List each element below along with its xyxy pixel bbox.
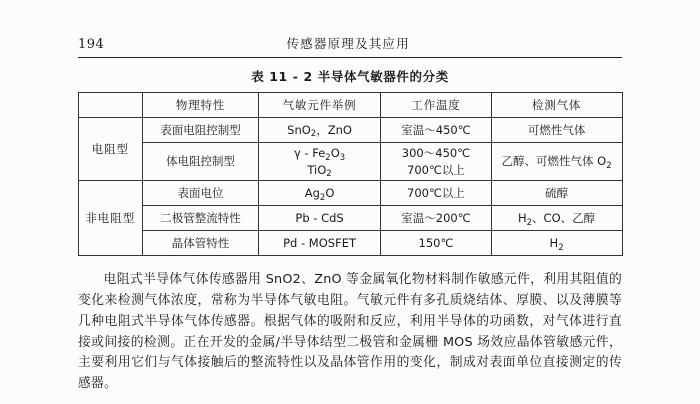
- header-rule: [78, 57, 622, 58]
- row-temperature: 300～450℃ 700℃以上: [381, 143, 491, 181]
- row-example: Pb - CdS: [258, 206, 380, 231]
- table-row: [78, 181, 622, 206]
- page-header: [0, 0, 700, 52]
- row-gas: 乙醇、可燃性气体 $O_2$: [491, 143, 622, 181]
- row-example: $Ag_2O$: [258, 181, 380, 206]
- row-example: Pd - MOSFET: [258, 231, 380, 256]
- running-title: 传感器原理及其应用: [286, 36, 410, 51]
- table-row: [78, 231, 622, 256]
- header-cell-temperature: 工作温度: [381, 93, 491, 118]
- table-header-row: [78, 93, 622, 118]
- row-property: 晶体管特性: [143, 231, 259, 256]
- table-row: [78, 143, 622, 181]
- gas-sensor-classification-table: [78, 92, 623, 256]
- header-cell-type: [78, 93, 143, 118]
- row-property: 表面电阻控制型: [143, 118, 259, 143]
- header-cell-example: 气敏元件举例: [258, 93, 380, 118]
- table-caption: 表 11 - 2 半导体气敏器件的分类: [251, 69, 449, 84]
- table-row: [78, 118, 622, 143]
- row-temperature: 150℃: [381, 231, 491, 256]
- row-temperature: 室温～450℃: [381, 118, 491, 143]
- row-example: γ - $Fe_2O_3$ TiO$_2$: [258, 143, 380, 181]
- row-property: 二极管整流特性: [143, 206, 259, 231]
- header-cell-gas: 检测气体: [491, 93, 622, 118]
- row-property: 表面电位: [143, 181, 259, 206]
- page-number: 194: [78, 37, 105, 52]
- type-label-resistive: 电阻型: [78, 118, 143, 181]
- header-cell-property: 物理特性: [143, 93, 259, 118]
- row-gas: $H_2$: [491, 231, 622, 256]
- row-property: 体电阻控制型: [143, 143, 259, 181]
- body-paragraph: 电阻式半导体气体传感器用 SnO2、ZnO 等金属氧化物材料制作敏感元件，利用其阻值的变化来检测气体浓度，常称为半导体气敏电阻。气敏元件有多孔质烧结体、厚膜、以及薄膜等几种电阻式半导体气体传感器。根据气体的吸附和反应，利用半导体的功函数，对气体进行直接或间接的检测。正在开发的金属/半导体结型二极管和金属栅 MOS 场效应晶体管敏感元件，主要利用它们与气体接触后的整流特性以及晶体管作用的变化，制成对表面单位直接测定的传感器。: [78, 272, 622, 391]
- row-gas: 可燃性气体: [491, 118, 622, 143]
- row-gas: 硫醇: [491, 181, 622, 206]
- row-example: SnO$_2$，ZnO: [258, 118, 380, 143]
- row-gas: $H_2$、CO、乙醇: [491, 206, 622, 231]
- type-label-nonresistive: 非电阻型: [78, 181, 143, 256]
- row-temperature: 700℃以上: [381, 181, 491, 206]
- row-temperature: 室温～200℃: [381, 206, 491, 231]
- table-row: [78, 206, 622, 231]
